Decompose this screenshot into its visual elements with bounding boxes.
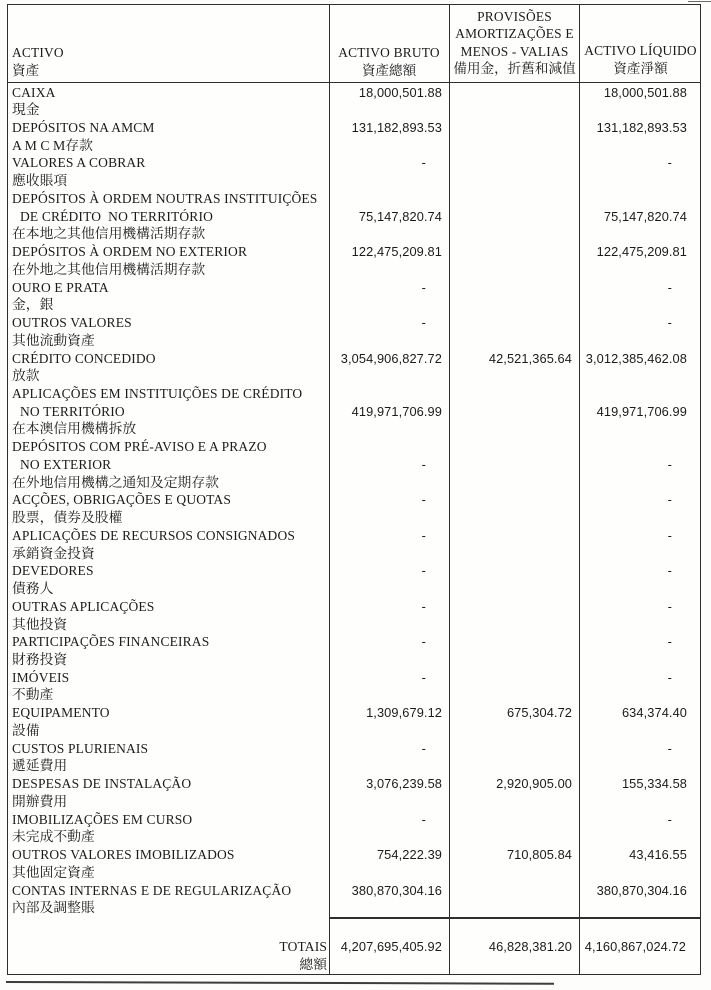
row-label-pt: OUTROS VALORES IMOBILIZADOS: [12, 847, 235, 863]
row-label-pt: DEPÓSITOS NA AMCM: [12, 119, 155, 135]
table-row: [8, 882, 700, 917]
header-activo-cn: 資產: [12, 62, 40, 78]
table-row: [8, 740, 700, 775]
row-activo-liquido-value: 3,012,385,462.08: [585, 350, 687, 366]
row-label-cn: 債務人: [12, 581, 54, 597]
row-label-pt: NO EXTERIOR: [20, 456, 112, 472]
row-label-cn: 其他固定資產: [12, 864, 95, 880]
header-provisoes-line3: MENOS - VALIAS: [460, 43, 569, 59]
row-activo-liquido-value: 75,147,820.74: [603, 208, 687, 224]
row-label-cell: [8, 811, 329, 846]
table-row: [8, 190, 700, 243]
row-activo-liquido-value: -: [667, 598, 672, 614]
row-activo-liquido-value: -: [667, 456, 672, 472]
row-label-cn: 應收賬項: [12, 173, 68, 189]
row-label-cell: [8, 775, 329, 810]
row-label-pt: APLICAÇÕES DE RECURSOS CONSIGNADOS: [12, 527, 296, 543]
header-activo-liquido-pt: ACTIVO LÍQUIDO: [584, 43, 697, 59]
row-label-cell: [8, 527, 329, 562]
row-label-pt: CONTAS INTERNAS E DE REGULARIZAÇÃO: [12, 882, 292, 898]
row-activo-liquido-value: 43,416.55: [629, 847, 687, 863]
totals-label-cn: 總額: [299, 956, 327, 972]
table-row: [8, 438, 700, 491]
header-activo: [12, 44, 64, 79]
row-label-cn: 在本地之其他信用機構活期存款: [12, 226, 206, 242]
row-label-pt: ACÇÕES, OBRIGAÇÕES E QUOTAS: [12, 492, 231, 508]
table-row: [8, 811, 700, 846]
row-activo-liquido-value: -: [667, 527, 672, 543]
row-label-pt: IMOBILIZAÇÕES EM CURSO: [12, 811, 193, 827]
row-label-pt: DEPÓSITOS À ORDEM NO EXTERIOR: [12, 244, 248, 260]
header-provisoes-line2: AMORTIZAÇÕES E: [455, 26, 574, 42]
row-label-pt: OUTROS VALORES: [12, 315, 132, 331]
row-label-cn: 在外地信用機構之通知及定期存款: [12, 474, 219, 490]
row-label-cell: [8, 279, 329, 314]
row-provisoes-value: [449, 190, 579, 208]
row-activo-liquido-value: -: [667, 155, 672, 171]
row-label-cn: 其他流動資產: [12, 332, 95, 348]
row-activo-liquido-value: -: [667, 740, 672, 756]
row-activo-liquido-value: -: [667, 492, 672, 508]
row-activo-bruto-value: -: [421, 527, 426, 543]
row-label-pt: CRÉDITO CONCEDIDO: [12, 350, 156, 366]
row-activo-liquido-value: 18,000,501.88: [603, 84, 687, 100]
totals-liquido-value: 4,160,867,024.72: [584, 939, 686, 954]
header-activo-pt: ACTIVO: [12, 45, 64, 61]
table-header: [8, 5, 700, 83]
row-label-cell: [8, 633, 329, 668]
header-provisoes-line1: PROVISÕES: [477, 9, 552, 24]
header-activo-liquido: [579, 42, 702, 77]
row-label-cell: [8, 740, 329, 775]
row-label-cn: 財務投資: [12, 652, 68, 667]
row-activo-liquido-value: 380,870,304.16: [596, 882, 687, 898]
row-activo-bruto-value: -: [421, 155, 426, 171]
row-label-cn: 金，銀: [12, 297, 54, 313]
row-activo-bruto-value: -: [421, 634, 426, 650]
row-activo-liquido-value: -: [667, 315, 672, 331]
totals-separator-line: [329, 917, 700, 919]
row-activo-bruto-value: 1,309,679.12: [366, 705, 442, 721]
row-activo-bruto-value: -: [421, 598, 426, 614]
row-label-pt: APLICAÇÕES EM INSTITUIÇÕES DE CRÉDITO: [12, 385, 303, 401]
header-activo-bruto: [329, 44, 449, 79]
row-label-cn: 不動產: [12, 687, 54, 703]
table-row: [8, 243, 700, 278]
row-label-cn: 股票，債券及股權: [12, 510, 123, 526]
table-row: [8, 154, 700, 189]
row-activo-bruto-value: -: [421, 563, 426, 579]
row-activo-bruto-value: 380,870,304.16: [351, 882, 442, 898]
row-label-cell: [8, 846, 329, 881]
row-label-cn: 遞延費用: [12, 758, 68, 774]
totals-label: [8, 938, 329, 973]
header-activo-bruto-pt: ACTIVO BRUTO: [338, 45, 440, 61]
row-activo-bruto-value: 3,054,906,827.72: [340, 350, 442, 366]
row-label-pt: DEVEDORES: [12, 563, 94, 579]
table-row: [8, 314, 700, 349]
row-activo-bruto-value: -: [421, 811, 426, 827]
totals-bruto-value: 4,207,695,405.92: [340, 939, 442, 954]
table-row: [8, 491, 700, 526]
row-activo-bruto-value: 754,222.39: [376, 847, 442, 863]
row-label-pt: EQUIPAMENTO: [12, 705, 110, 721]
row-label-cell: [8, 562, 329, 597]
table-row: [8, 633, 700, 668]
row-activo-bruto-value: -: [421, 456, 426, 472]
row-provisoes-value: 710,805.84: [506, 847, 572, 863]
row-provisoes-value: 2,920,905.00: [496, 776, 572, 792]
row-activo-bruto-value: 18,000,501.88: [358, 84, 442, 100]
row-label-cell: [8, 438, 329, 491]
row-label-cn: 在本澳信用機構拆放: [12, 421, 137, 437]
row-activo-bruto-value: -: [421, 740, 426, 756]
row-label-cell: [8, 669, 329, 704]
row-label-cn: 其他投資: [12, 616, 68, 632]
table-row: [8, 279, 700, 314]
row-activo-bruto-value: 131,182,893.53: [351, 119, 442, 135]
row-label-cell: [8, 491, 329, 526]
table-row: [8, 704, 700, 739]
table-row: [8, 350, 700, 385]
row-activo-liquido-value: 634,374.40: [621, 705, 687, 721]
header-activo-bruto-cn: 資產總額: [361, 62, 417, 78]
table-row: [8, 846, 700, 881]
row-label-cn: 現金: [12, 102, 40, 118]
row-label-pt: CUSTOS PLURIENAIS: [12, 740, 149, 756]
row-activo-bruto-value: 75,147,820.74: [358, 208, 442, 224]
row-label-cell: [8, 350, 329, 385]
row-label-cn: 承銷資金投資: [12, 545, 95, 561]
row-activo-liquido-value: -: [667, 563, 672, 579]
row-provisoes-value: [449, 385, 579, 403]
row-label-cell: [8, 598, 329, 633]
row-activo-liquido-value: -: [667, 634, 672, 650]
row-label-cell: [8, 190, 329, 243]
table-row: [8, 669, 700, 704]
row-label-cell: [8, 704, 329, 739]
row-activo-bruto-value: -: [421, 492, 426, 508]
row-label-pt: DEPÓSITOS COM PRÉ-AVISO E A PRAZO: [12, 439, 267, 455]
row-label-pt: OUTRAS APLICAÇÕES: [12, 598, 155, 614]
row-activo-liquido-value: 122,475,209.81: [596, 244, 687, 260]
row-provisoes-value: 42,521,365.64: [488, 350, 572, 366]
row-label-cn: 開辦費用: [12, 793, 68, 809]
row-label-pt: DE CRÉDITO NO TERRITÓRIO: [20, 208, 213, 224]
row-label-cell: [8, 243, 329, 278]
table-row: [8, 385, 700, 438]
totals-row: [8, 917, 700, 974]
row-label-pt: DEPÓSITOS À ORDEM NOUTRAS INSTITUIÇÕES: [12, 190, 318, 206]
row-label-cn: 未完成不動產: [12, 829, 95, 845]
row-label-cn: 設備: [12, 722, 40, 738]
row-activo-bruto-value: -: [421, 669, 426, 685]
table-body: [8, 84, 700, 918]
table-row: [8, 527, 700, 562]
row-label-cn: 放款: [12, 368, 40, 384]
row-activo-bruto-value: -: [421, 315, 426, 331]
row-label-pt: IMÓVEIS: [12, 669, 70, 685]
scan-artifact-top-right-line: [688, 1, 711, 2]
row-label-cell: [8, 882, 329, 917]
row-label-pt: PARTICIPAÇÕES FINANCEIRAS: [12, 634, 210, 650]
row-label-cn: 在外地之其他信用機構活期存款: [12, 261, 206, 277]
header-provisoes-cn: 備用金，折舊和減值: [453, 61, 576, 77]
row-activo-liquido-value: -: [667, 279, 672, 295]
table-row: [8, 84, 700, 119]
table-row: [8, 598, 700, 633]
row-label-pt: NO TERRITÓRIO: [20, 403, 125, 419]
row-activo-liquido-value: 155,334.58: [621, 776, 687, 792]
row-label-cell: [8, 385, 329, 438]
row-label-pt: OURO E PRATA: [12, 279, 109, 295]
row-label-cell: [8, 154, 329, 189]
totals-provisoes-value: 46,828,381.20: [488, 939, 572, 954]
header-activo-liquido-cn: 資產淨額: [613, 60, 668, 76]
header-provisoes: [450, 8, 579, 78]
row-provisoes-value: 675,304.72: [506, 705, 572, 721]
row-label-cn: A M C M存款: [12, 137, 93, 153]
row-activo-bruto-value: 3,076,239.58: [366, 776, 442, 792]
row-activo-bruto-value: -: [421, 279, 426, 295]
row-label-pt: CAIXA: [12, 84, 56, 100]
row-activo-liquido-value: 131,182,893.53: [596, 119, 687, 135]
table-row: [8, 562, 700, 597]
row-activo-bruto-value: 122,475,209.81: [351, 244, 442, 260]
table-row: [8, 119, 700, 154]
row-label-pt: VALORES A COBRAR: [12, 155, 146, 171]
scan-artifact-bottom-line: [6, 981, 554, 984]
row-label-cell: [8, 314, 329, 349]
table-row: [8, 775, 700, 810]
balance-sheet-assets-table: [7, 4, 701, 975]
totals-label-pt: TOTAIS: [279, 939, 327, 954]
row-label-pt: DESPESAS DE INSTALAÇÃO: [12, 776, 192, 792]
row-label-cn: 內部及調整賬: [12, 900, 95, 916]
row-activo-liquido-value: -: [667, 669, 672, 685]
row-label-cell: [8, 119, 329, 154]
row-label-cell: [8, 84, 329, 119]
row-activo-bruto-value: 419,971,706.99: [351, 403, 442, 419]
row-activo-liquido-value: -: [667, 811, 672, 827]
row-provisoes-value: [449, 438, 579, 456]
row-activo-liquido-value: 419,971,706.99: [596, 403, 687, 419]
